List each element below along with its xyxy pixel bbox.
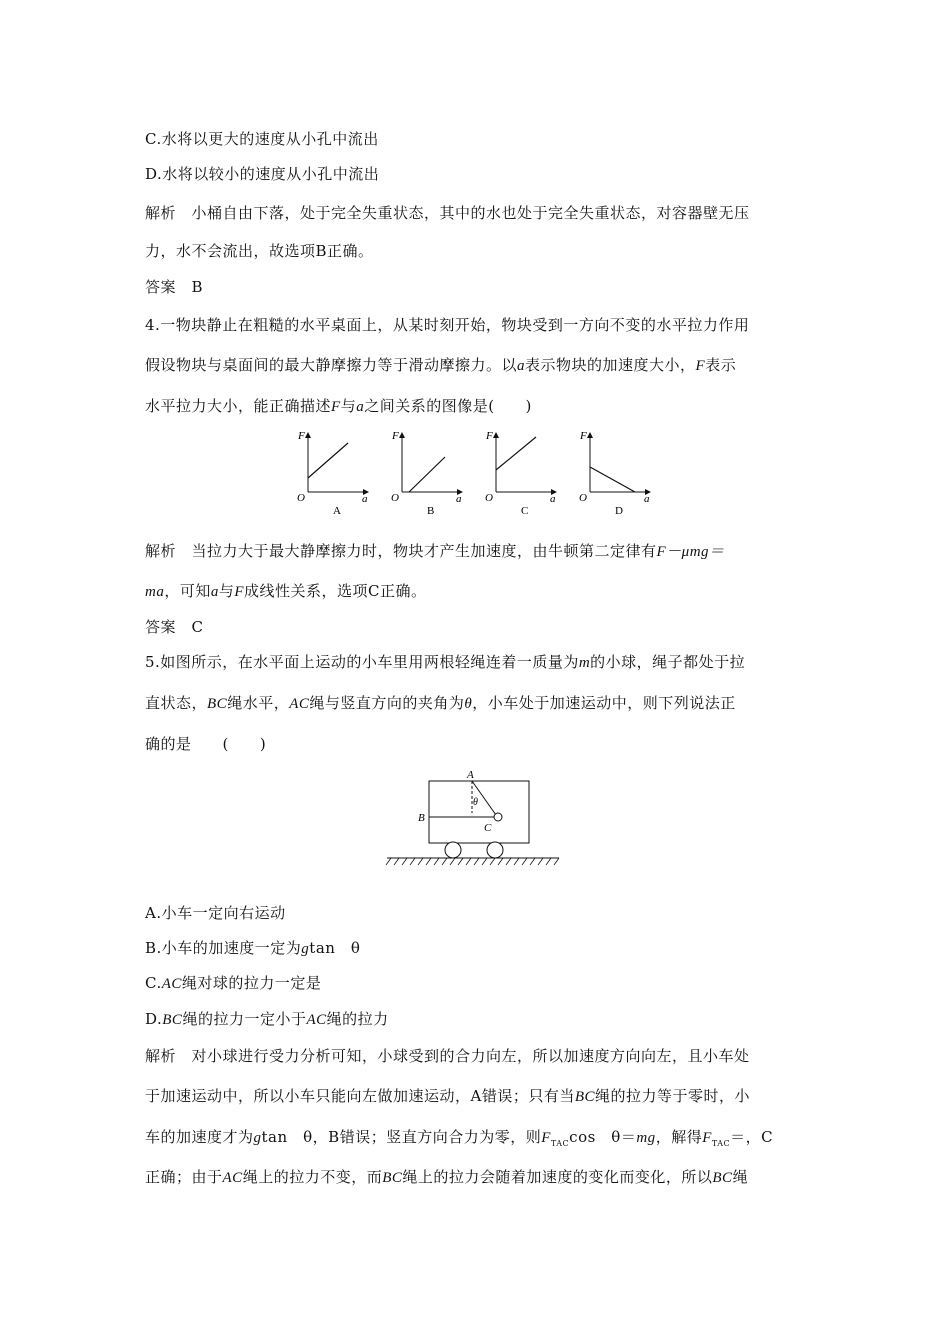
- graph-d: [579, 430, 650, 517]
- graph-b-caption: B: [427, 505, 435, 517]
- graph-a-origin: O: [297, 492, 305, 504]
- q4-stem-line3: 水平拉力大小，能正确描述F与a之间关系的图像是( ): [145, 397, 532, 415]
- graph-b-line: [409, 457, 445, 492]
- graph-a-line: [308, 443, 348, 478]
- q5-analysis-line2: 于加速运动中，所以小车只能向左做加速运动，A错误；只有当BC绳的拉力等于零时，小: [145, 1087, 751, 1105]
- q5-option-c: C.AC绳对球的拉力一定是: [145, 974, 322, 992]
- q3-option-d: D.水将以较小的速度从小孔中流出: [145, 165, 380, 183]
- graph-b-origin: O: [391, 492, 399, 504]
- q5-option-a: A.小车一定向右运动: [145, 904, 286, 922]
- label-a: A: [467, 769, 474, 781]
- wheel-right: [487, 842, 503, 858]
- graph-c-x-label: a: [550, 493, 556, 505]
- q3-analysis-line1: 解析 小桶自由下落，处于完全失重状态，其中的水也处于完全失重状态，对容器壁无压: [145, 204, 750, 222]
- graph-d-line: [590, 467, 635, 492]
- q4-graphs-figure: [290, 425, 670, 520]
- graph-b-x-label: a: [456, 493, 462, 505]
- q3-analysis-line2: 力，水不会流出，故选项B正确。: [145, 242, 374, 260]
- graph-c-y-label: F: [486, 430, 493, 442]
- q4-stem-line1: 4.一物块静止在粗糙的水平桌面上，从某时刻开始，物块受到一方向不变的水平拉力作用: [145, 316, 750, 334]
- q4-analysis-line1: 解析 当拉力大于最大静摩擦力时，物块才产生加速度，由牛顿第二定律有F－μmg＝: [145, 542, 725, 560]
- q5-analysis-line4: 正确；由于AC绳上的拉力不变，而BC绳上的拉力会随着加速度的变化而变化，所以BC绳: [145, 1168, 749, 1186]
- ground-hatching: [386, 858, 559, 865]
- q5-stem-line2: 直状态，BC绳水平，AC绳与竖直方向的夹角为θ，小车处于加速运动中，则下列说法正: [145, 694, 736, 712]
- graph-a-x-label: a: [362, 493, 368, 505]
- graph-c: [485, 430, 556, 517]
- label-c: C: [484, 822, 492, 834]
- graph-d-caption: D: [615, 505, 623, 517]
- q4-answer: 答案 C: [145, 618, 204, 636]
- q3-option-c: C.水将以更大的速度从小孔中流出: [145, 130, 379, 148]
- graph-b-y-label: F: [392, 430, 399, 442]
- q5-stem-line1: 5.如图所示，在水平面上运动的小车里用两根轻绳连着一质量为m的小球，绳子都处于拉: [145, 653, 746, 671]
- graph-a: [297, 430, 368, 517]
- q4-analysis-line2: ma，可知a与F成线性关系，选项C正确。: [145, 582, 427, 600]
- graph-a-y-label: F: [298, 430, 305, 442]
- graph-c-line: [496, 437, 536, 470]
- label-b: B: [418, 812, 425, 824]
- q4-stem-line2: 假设物块与桌面间的最大静摩擦力等于滑动摩擦力。以a表示物块的加速度大小，F表示: [145, 356, 737, 374]
- wheel-left: [445, 842, 461, 858]
- graph-d-x-label: a: [644, 493, 650, 505]
- graph-c-origin: O: [485, 492, 493, 504]
- q3-answer: 答案 B: [145, 278, 204, 296]
- label-theta: θ: [473, 797, 478, 808]
- q5-option-b: B.小车的加速度一定为gtan θ: [145, 939, 361, 957]
- q5-analysis-line3: 车的加速度才为gtan θ，B错误；竖直方向合力为零，则$F_{TAC}\cos$ θ＝mg，解得$F_{TAC}=$，C: [145, 1128, 774, 1148]
- graph-a-caption: A: [333, 505, 341, 517]
- ball: [494, 813, 502, 821]
- q5-stem-line3: 确的是 ( ): [145, 735, 267, 753]
- q5-option-d: D.BC绳的拉力一定小于AC绳的拉力: [145, 1010, 389, 1028]
- q5-analysis-line1: 解析 对小球进行受力分析可知，小球受到的合力向左，所以加速度方向向左，且小车处: [145, 1047, 750, 1065]
- graph-b: [391, 430, 462, 517]
- graph-d-y-label: F: [580, 430, 587, 442]
- q5-cart-figure: [385, 765, 565, 870]
- graph-d-origin: O: [579, 492, 587, 504]
- graph-c-caption: C: [521, 505, 529, 517]
